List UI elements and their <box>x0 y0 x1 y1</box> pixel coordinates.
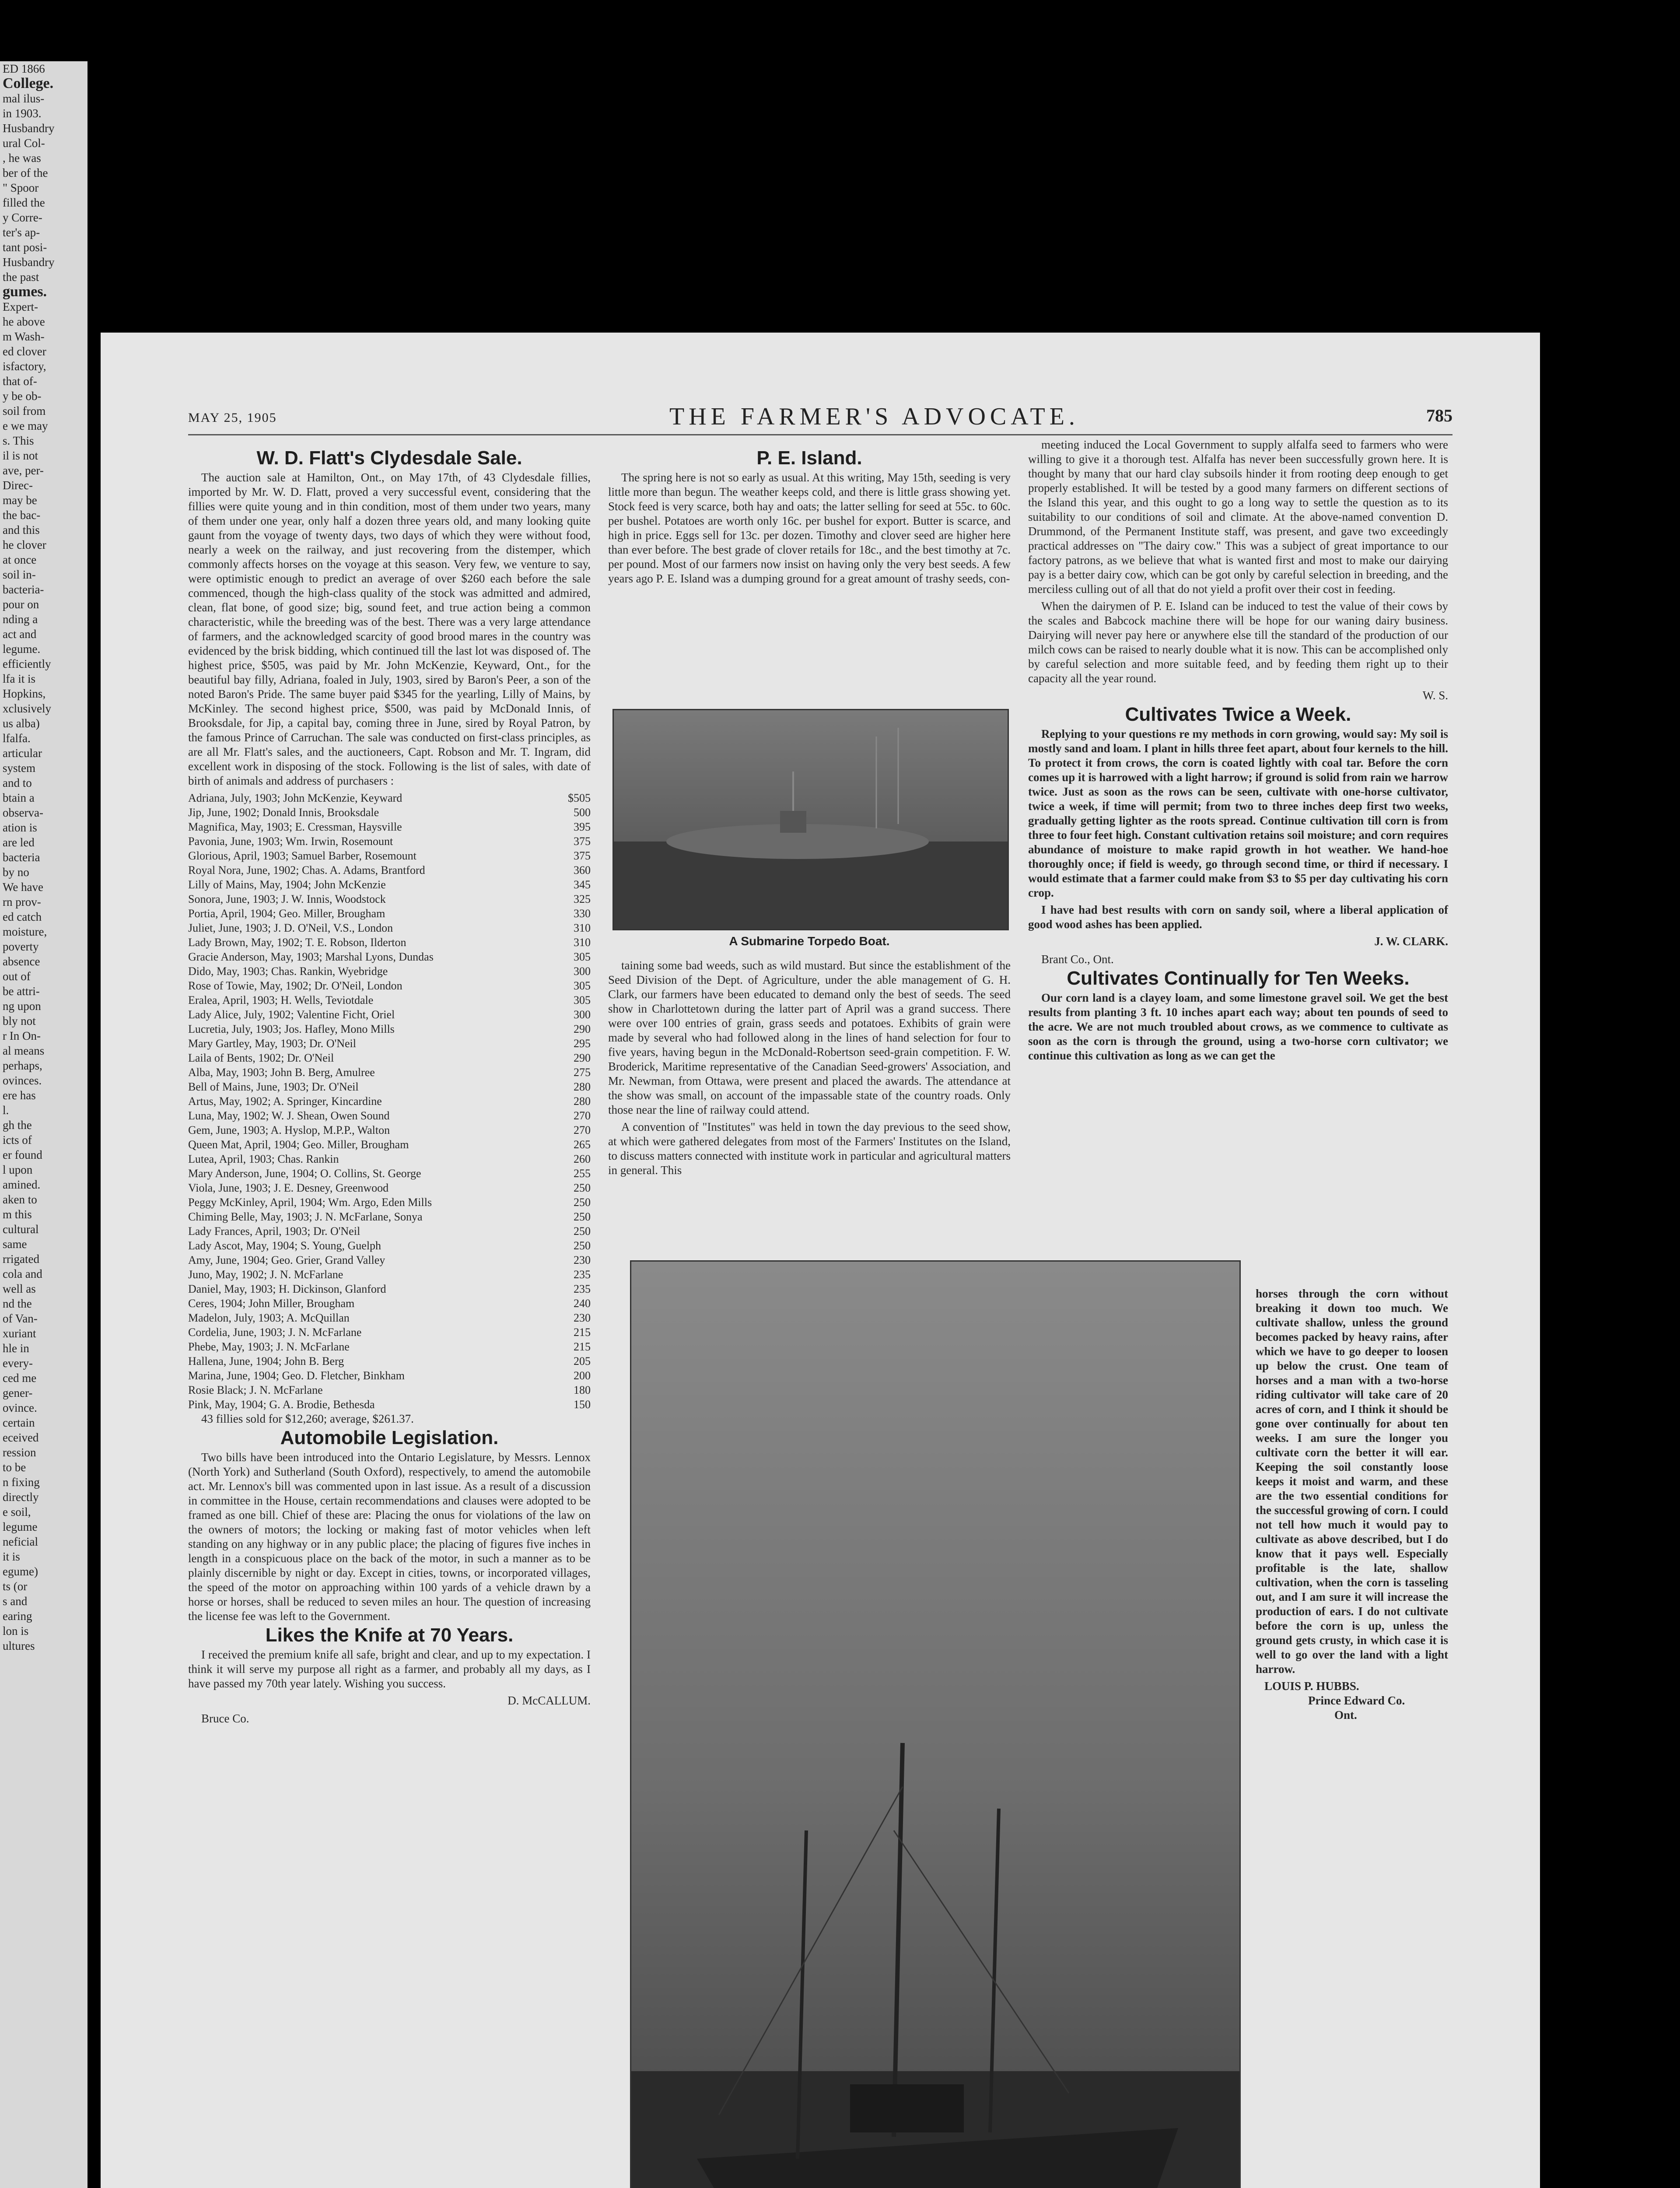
sale-price: 275 <box>574 1066 591 1079</box>
article-body: A convention of "Institutes" was held in town the day previous to the seed show, at which were gathered delegates from most of the Farmers' Institutes on the Island, to discuss matters connected with institute work in particular and agricultural matters in general. This <box>608 1120 1011 1177</box>
sale-price: 250 <box>574 1225 591 1238</box>
strip-line: s. This <box>3 434 34 447</box>
sale-price: 290 <box>574 1023 591 1035</box>
strip-line: neficial <box>3 1535 38 1548</box>
strip-line: ave, per- <box>3 464 44 477</box>
sale-row <box>188 849 591 863</box>
sale-entry: Mary Gartley, May, 1903; Dr. O'Neil <box>188 1037 357 1050</box>
sales-list <box>188 791 591 1412</box>
strip-line: e we may <box>3 419 48 432</box>
sale-entry: Eralea, April, 1903; H. Wells, Teviotdale <box>188 994 374 1006</box>
sale-row <box>188 1051 591 1065</box>
column-1 <box>188 446 591 1726</box>
strip-line: cultural <box>3 1223 39 1236</box>
strip-line: gumes. <box>3 284 47 300</box>
sale-row <box>188 1036 591 1051</box>
strip-line: lfa it is <box>3 672 35 685</box>
sale-row <box>188 1311 591 1325</box>
strip-line: hle in <box>3 1342 29 1355</box>
sale-row <box>188 1238 591 1253</box>
strip-line: icts of <box>3 1133 32 1147</box>
strip-line: xuriant <box>3 1327 36 1340</box>
strip-line: nd the <box>3 1297 32 1310</box>
sale-row <box>188 993 591 1007</box>
sale-price: 270 <box>574 1109 591 1122</box>
strip-line: m this <box>3 1208 32 1221</box>
strip-line: are led <box>3 836 35 849</box>
strip-line: mal ilus- <box>3 92 45 105</box>
header-rule <box>188 434 1452 435</box>
sale-entry: Marina, June, 1904; Geo. D. Fletcher, Binkham <box>188 1369 405 1382</box>
strip-line: poverty <box>3 940 39 953</box>
strip-line: gener- <box>3 1386 33 1399</box>
sale-row <box>188 791 591 805</box>
sale-row <box>188 1137 591 1152</box>
page-header <box>188 403 1452 429</box>
strip-line: soil from <box>3 404 46 417</box>
strip-line: gh the <box>3 1119 32 1132</box>
article-body: When the dairymen of P. E. Island can be induced to test the value of their cows by the scales and Babcock machine there will be hope for our waning dairy business. Dairying will never pay here or anywhere else till the standard of the production of our milch cows can be raised to nearly double what it is now. This can be accomplished only by careful selection and more suitable feed, and by feeding them right up to their capacity all the year round. <box>1028 600 1448 685</box>
sale-row <box>188 1195 591 1210</box>
sale-row <box>188 1397 591 1412</box>
strip-line: directly <box>3 1490 39 1504</box>
sale-row <box>188 1007 591 1022</box>
sale-price: 250 <box>574 1196 591 1209</box>
strip-line: il is not <box>3 449 38 462</box>
strip-line: pour on <box>3 598 39 611</box>
article-body: meeting induced the Local Government to supply alfalfa seed to farmers who were willing to give it a thorough test. Alfalfa has never been successfully grown here. It is thought by many that our hard clay subsoils hinder it from rooting deep enough to get properly established. It will be tested by a good many farmers on different sections of the Island this year, and this ought to go a long way to settle the question as to its suitability to our conditions of soil and climate. At the above-named convention D. Drummond, of the Permanent Institute staff, was present, and gave two exceedingly practical addresses on "The dairy cow." This was a subject of great importance to our factory patrons, as we believe that what is wanted first and most to make our dairying pay is a better dairy cow, which can be got only by careful selection in breeding, and the merciless culling out of all that do not yield a profit over their cost in feeding. <box>1028 438 1448 596</box>
strip-line: of Van- <box>3 1312 38 1325</box>
issue-date: MAY 25, 1905 <box>188 410 277 425</box>
strip-line: certain <box>3 1416 35 1429</box>
column-2 <box>608 446 1011 589</box>
sale-price: 280 <box>574 1095 591 1108</box>
strip-line: aken to <box>3 1193 37 1206</box>
sale-entry: Lutea, April, 1903; Chas. Rankin <box>188 1153 339 1165</box>
sale-entry: Peggy McKinley, April, 1904; Wm. Argo, Eden Mills <box>188 1196 432 1209</box>
sale-price: 300 <box>574 965 591 978</box>
strip-line: system <box>3 761 36 775</box>
sale-row <box>188 1282 591 1296</box>
sale-entry: Rosie Black; J. N. McFarlane <box>188 1384 323 1396</box>
sale-row <box>188 1166 591 1181</box>
strip-line: the past <box>3 270 39 284</box>
sale-row <box>188 1152 591 1166</box>
sale-entry: Laila of Bents, 1902; Dr. O'Neil <box>188 1052 334 1064</box>
strip-line: e soil, <box>3 1505 31 1518</box>
location: Brant Co., Ont. <box>1041 953 1114 966</box>
strip-line: amined. <box>3 1178 41 1191</box>
sale-price: 250 <box>574 1182 591 1194</box>
strip-line: lon is <box>3 1624 29 1637</box>
strip-line: moisture, <box>3 925 47 938</box>
sale-entry: Mary Anderson, June, 1904; O. Collins, St. George <box>188 1167 421 1180</box>
sale-row <box>188 1210 591 1224</box>
sale-entry: Juno, May, 1902; J. N. McFarlane <box>188 1268 343 1281</box>
strip-line: ced me <box>3 1371 37 1385</box>
article-title-knife: Likes the Knife at 70 Years. <box>265 1624 514 1646</box>
article-body: I have had best results with corn on sandy soil, where a liberal application of good wood ashes has been applied. <box>1028 903 1448 931</box>
sale-price: 260 <box>574 1153 591 1165</box>
sale-entry: Jip, June, 1902; Donald Innis, Brooksdale <box>188 806 379 819</box>
sale-row <box>188 863 591 877</box>
strip-line: filled the <box>3 196 45 209</box>
sale-entry: Chiming Belle, May, 1903; J. N. McFarlane, Sonya <box>188 1210 423 1223</box>
strip-line: absence <box>3 955 40 968</box>
strip-line: egume) <box>3 1565 38 1578</box>
strip-line: cola and <box>3 1267 42 1280</box>
sale-row <box>188 1181 591 1195</box>
strip-line: tant posi- <box>3 241 47 254</box>
sale-price: 215 <box>574 1326 591 1339</box>
sale-entry: Luna, May, 1902; W. J. Shean, Owen Sound <box>188 1109 390 1122</box>
strip-line: ber of the <box>3 166 48 179</box>
strip-line: rn prov- <box>3 895 41 908</box>
sales-total: 43 fillies sold for $12,260; average, $261.37. <box>201 1412 414 1425</box>
sale-row <box>188 834 591 849</box>
sale-price: 235 <box>574 1283 591 1295</box>
strip-line: articular <box>3 747 42 760</box>
sale-entry: Amy, June, 1904; Geo. Grier, Grand Valley <box>188 1254 385 1266</box>
strip-line: Husbandry <box>3 256 55 269</box>
strip-line: bacteria <box>3 851 40 864</box>
strip-line: out of <box>3 970 31 983</box>
column-3 <box>1028 438 1448 1066</box>
strip-line: ovinces. <box>3 1074 42 1087</box>
strip-line: ation is <box>3 821 37 834</box>
strip-line: may be <box>3 494 37 507</box>
sale-row <box>188 1325 591 1339</box>
sale-entry: Pavonia, June, 1903; Wm. Irwin, Rosemount <box>188 835 393 848</box>
strip-line: ere has <box>3 1089 36 1102</box>
article-body: taining some bad weeds, such as wild mustard. But since the establishment of the Seed Division of the Dept. of Agriculture, under the able management of G. H. Clark, our farmers have been educated to demand only the best of seeds. The seed show in Charlottetown during the latter part of April was a grand success. There were over 100 entries of grain, grass seeds and potatoes. Exhibits of grain were made by several who had followed along in the lines of hand selection for four to five years, having begun in the McDonald-Robertson seed-grain competition. F. W. Broderick, Maritime representative of the Canadian Seed-growers' Association, and Mr. Newman, from Ottawa, were present and placed the awards. The attendance at the show was small, on account of the impassable state of the country roads. Only those near the line of railway could attend. <box>608 959 1011 1116</box>
sale-row <box>188 1267 591 1282</box>
strip-line: s and <box>3 1595 28 1608</box>
photo-caption: A Submarine Torpedo Boat. <box>729 934 890 948</box>
article-body: Our corn land is a clayey loam, and some limestone gravel soil. We get the best results from planting 3 ft. 10 inches apart each way; about ten pounds of seed to the acre. We are not much troubled about crows, as we commence to cultivate as soon as the corn is through the ground, using a two-horse corn cultivator; we continue this cultivation as long as we can get the <box>1028 991 1448 1062</box>
strip-line: same <box>3 1238 27 1251</box>
sale-row <box>188 1296 591 1311</box>
strip-line: m Wash- <box>3 330 45 343</box>
strip-line: ts (or <box>3 1580 28 1593</box>
strip-line: efficiently <box>3 657 51 670</box>
sale-row <box>188 877 591 892</box>
strip-line: " Spoor <box>3 181 39 194</box>
sale-entry: Glorious, April, 1903; Samuel Barber, Rosemount <box>188 849 416 862</box>
sale-price: 270 <box>574 1124 591 1136</box>
sale-price: 310 <box>574 922 591 934</box>
sale-entry: Juliet, June, 1903; J. D. O'Neil, V.S., London <box>188 922 393 934</box>
sale-price: 305 <box>574 950 591 963</box>
strip-line: to be <box>3 1461 26 1474</box>
sale-row <box>188 935 591 950</box>
sale-price: 305 <box>574 994 591 1006</box>
strip-line: l. <box>3 1104 9 1117</box>
sale-row <box>188 1383 591 1397</box>
strip-line: lfalfa. <box>3 732 31 745</box>
location: Ont. <box>1334 1708 1357 1722</box>
sale-row <box>188 906 591 921</box>
sale-price: 395 <box>574 820 591 833</box>
sale-row <box>188 950 591 964</box>
strip-line: btain a <box>3 791 35 804</box>
sale-row <box>188 1368 591 1383</box>
sale-row <box>188 892 591 906</box>
sale-row <box>188 964 591 978</box>
article-title-pei: P. E. Island. <box>756 447 862 469</box>
strip-line: legume <box>3 1520 38 1533</box>
sale-entry: Lucretia, July, 1903; Jos. Hafley, Mono Mills <box>188 1023 395 1035</box>
masthead-title: THE FARMER'S ADVOCATE. <box>669 403 1079 430</box>
strip-line: ng upon <box>3 999 41 1013</box>
sale-row <box>188 1094 591 1108</box>
strip-line: soil in- <box>3 568 36 581</box>
article-body: I received the premium knife all safe, bright and clear, and up to my expectation. I think it will serve my purpose all right as a farmer, and probably all my days, as I have passed my 70th year lately. Wishing you success. <box>188 1648 591 1690</box>
strip-line: , he was <box>3 151 41 165</box>
page-number: 785 <box>1426 406 1452 425</box>
sale-price: 150 <box>574 1398 591 1411</box>
strip-line: College. <box>3 75 54 91</box>
strip-line: the bac- <box>3 508 41 522</box>
sale-entry: Gem, June, 1903; A. Hyslop, M.P.P., Walton <box>188 1124 390 1136</box>
sale-entry: Royal Nora, June, 1902; Chas. A. Adams, Brantford <box>188 864 425 877</box>
column-2-continued <box>608 958 1011 1180</box>
strip-line: ED 1866 <box>3 62 45 75</box>
strip-line: ed clover <box>3 345 46 358</box>
strip-line: at once <box>3 553 37 566</box>
strip-line: bacteria- <box>3 583 44 596</box>
sale-row <box>188 1253 591 1267</box>
strip-line: be attri- <box>3 985 40 998</box>
newspaper-page <box>101 333 1540 2188</box>
strip-line: Husbandry <box>3 122 55 135</box>
strip-line: bly not <box>3 1014 36 1027</box>
sale-price: 230 <box>574 1311 591 1324</box>
strip-line: r In On- <box>3 1029 41 1042</box>
strip-line: We have <box>3 880 44 894</box>
sale-entry: Rose of Towie, May, 1902; Dr. O'Neil, London <box>188 979 402 992</box>
sale-price: 250 <box>574 1210 591 1223</box>
article-title-automobile: Automobile Legislation. <box>280 1427 499 1448</box>
sale-row <box>188 1339 591 1354</box>
sale-row <box>188 805 591 820</box>
submarine-torpedo-boat-photo <box>612 709 1009 930</box>
sale-entry: Magnifica, May, 1903; E. Cressman, Haysville <box>188 820 402 833</box>
strip-line: ultures <box>3 1639 35 1652</box>
location: Prince Edward Co. <box>1308 1694 1405 1707</box>
sale-entry: Viola, June, 1903; J. E. Desney, Greenwood <box>188 1182 389 1194</box>
sale-entry: Portia, April, 1904; Geo. Miller, Brougham <box>188 907 385 920</box>
sale-row <box>188 978 591 993</box>
strip-line: us alba) <box>3 717 40 730</box>
sale-price: 330 <box>574 907 591 920</box>
adjacent-page-strip <box>0 61 88 2188</box>
sale-row <box>188 1022 591 1036</box>
article-body: The auction sale at Hamilton, Ont., on May 17th, of 43 Clydesdale fillies, imported by Mr. W. D. Flatt, proved a very successful event, considering that the fillies were quite young and in thin condition, most of them under two years, many of them under one year, only half a dozen three years old, and many looking quite gaunt from the voyage of twenty days, two days of which they were without food, nearly a week on the railway, and just recovering from the distemper, which commonly affects horses on the voyage at this season. Very few, we venture to say, were optimistic enough to predict an average of over $260 each before the sale commenced, though the high-class quality of the stock was admitted and admired, clean, flat bone, of good size; big, sound feet, and true action being a common characteristic, while the breeding was of the best. There was a very large attendance of farmers, and the acknowledged scarcity of good brood mares in the country was evidenced by the brisk bidding, which continued till the last lot was disposed of. The highest price, $505, was paid by Mr. John McKenzie, Keyward, Ont., for the beautiful bay filly, Adriana, foaled in July, 1903, sired by Baron's Peer, a son of the noted Baron's Pride. The same buyer paid $345 for the yearling, Lilly of Mains, by McKinley. The second highest price, $500, was paid by McDonald Innis, of Brooksdale, for Jip, a capital bay, coming three in June, sired by Royal Patron, by the famous Prince of Carruchan. The sale was conducted on first-class principles, as are all Mr. Flatt's sales, and the auctioneers, Capt. Robson and Mr. T. Ingram, did excellent work in disposing of the stock. Following is the list of sales, with date of birth of animals and address of purchasers : <box>188 471 591 787</box>
sale-price: 375 <box>574 835 591 848</box>
sale-entry: Queen Mat, April, 1904; Geo. Miller, Brougham <box>188 1138 409 1151</box>
sale-entry: Lady Frances, April, 1903; Dr. O'Neil <box>188 1225 360 1238</box>
sale-price: 295 <box>574 1037 591 1050</box>
signature: D. McCALLUM. <box>508 1694 591 1707</box>
sale-entry: Dido, May, 1903; Chas. Rankin, Wyebridge <box>188 965 388 978</box>
location: Bruce Co. <box>201 1712 249 1725</box>
sale-entry: Gracie Anderson, May, 1903; Marshal Lyons, Dundas <box>188 950 434 963</box>
strip-line: eceived <box>3 1431 39 1444</box>
sale-price: 325 <box>574 893 591 905</box>
strip-line: ression <box>3 1446 36 1459</box>
signature: LOUIS P. HUBBS. <box>1264 1680 1359 1693</box>
strip-line: nding a <box>3 613 38 626</box>
sale-entry: Hallena, June, 1904; John B. Berg <box>188 1355 344 1368</box>
sale-price: 305 <box>574 979 591 992</box>
strip-line: he above <box>3 315 45 328</box>
sale-entry: Sonora, June, 1903; J. W. Innis, Woodstock <box>188 893 386 905</box>
strip-line: Hopkins, <box>3 687 46 700</box>
strip-line: earing <box>3 1609 32 1623</box>
sale-row <box>188 820 591 834</box>
strip-line: perhaps, <box>3 1059 42 1072</box>
strip-line: rrigated <box>3 1252 39 1266</box>
sale-price: 265 <box>574 1138 591 1151</box>
strip-line: ter's ap- <box>3 226 40 239</box>
sale-price: 230 <box>574 1254 591 1266</box>
sale-price: 240 <box>574 1297 591 1310</box>
strip-line: he clover <box>3 538 46 551</box>
sale-price: 180 <box>574 1384 591 1396</box>
article-title-twice-a-week: Cultivates Twice a Week. <box>1125 704 1351 725</box>
article-body: Replying to your questions re my methods in corn growing, would say: My soil is mostly sand and loam. I plant in hills three feet apart, about four kernels to the hill. To protect it from crows, the corn is coated lightly with coal tar. Before the corn comes up it is harrowed with a light harrow; if ground is solid from rain we harrow twice. Just as soon as the rows can be seen, cultivate with one-horse cultivator, twice a week, if time will permit; from two to three inches deep first two weeks, gradually getting lighter as the roots spread. Continue cultivation till corn is from three to four feet high. Constant cultivation retains soil moisture; and corn requires abundance of moisture to make rapid growth in hot weather. We hand-hoe thoroughly once; if field is weedy, go through second time, or third if necessary. I would estimate that a farmer could make from $3 to $5 per day cultivating his corn crop. <box>1028 727 1448 899</box>
strip-line: by no <box>3 866 29 879</box>
sale-entry: Bell of Mains, June, 1903; Dr. O'Neil <box>188 1080 359 1093</box>
sale-row <box>188 921 591 935</box>
sale-row <box>188 1065 591 1080</box>
sale-entry: Lady Brown, May, 1902; T. E. Robson, Ilderton <box>188 936 406 949</box>
sale-price: 280 <box>574 1080 591 1093</box>
strip-line: that of- <box>3 375 37 388</box>
strip-line: every- <box>3 1357 33 1370</box>
strip-line: xclusively <box>3 702 51 715</box>
strip-line: observa- <box>3 806 43 819</box>
column-3-narrow <box>1256 1287 1448 1722</box>
article-body: Two bills have been introduced into the Ontario Legislature, by Messrs. Lennox (North York) and Sutherland (South Oxford), respectively, to amend the automobile act. Mr. Lennox's bill was commented upon in last issue. As a result of a discussion in committee in the House, certain recommendations and clauses were adopted to be framed as one bill. Chief of these are: Placing the onus for violations of the law on the owners of motors; the locking or making fast of motor vehicles when left standing on any highway or in any public place; the placing of figures five inches in length in a conspicuous place on the back of the motor, in such a manner as to be plainly discernible by night or day. Except in cities, towns, or incorporated villages, the speed of the motor on approaching within 100 yards of a vehicle drawn by a horse or horses, shall be reduced to seven miles an hour. The question of increasing the license fee was left to the Government. <box>188 1451 591 1623</box>
strip-line: y Corre- <box>3 211 42 224</box>
sale-price: 215 <box>574 1340 591 1353</box>
sale-entry: Madelon, July, 1903; A. McQuillan <box>188 1311 350 1324</box>
strip-line: act and <box>3 628 37 641</box>
sale-price: 360 <box>574 864 591 877</box>
strip-line: and to <box>3 776 32 789</box>
sale-price: 200 <box>574 1369 591 1382</box>
sale-entry: Lady Ascot, May, 1904; S. Young, Guelph <box>188 1239 382 1252</box>
article-title-ten-weeks: Cultivates Continually for Ten Weeks. <box>1067 968 1410 989</box>
sale-price: 345 <box>574 878 591 891</box>
sale-entry: Adriana, July, 1903; John McKenzie, Keyward <box>188 792 402 804</box>
sale-price: $505 <box>568 792 591 804</box>
sale-entry: Daniel, May, 1903; H. Dickinson, Glanford <box>188 1283 386 1295</box>
sale-price: 500 <box>574 806 591 819</box>
sale-row <box>188 1224 591 1238</box>
strip-line: and this <box>3 523 40 536</box>
sale-row <box>188 1354 591 1368</box>
strip-line: ed catch <box>3 910 42 923</box>
strip-line: in 1903. <box>3 107 42 120</box>
sale-entry: Phebe, May, 1903; J. N. McFarlane <box>188 1340 350 1353</box>
strip-line: Direc- <box>3 479 33 492</box>
article-title-clydesdale: W. D. Flatt's Clydesdale Sale. <box>256 447 522 469</box>
sale-price: 290 <box>574 1052 591 1064</box>
article-body: horses through the corn without breaking it down too much. We cultivate shallow, unless the ground becomes packed by heavy rains, after which we have to go deeper to loosen up below the crust. One team of horses and a man with a two-horse riding cultivator will take care of 20 acres of corn, and I think it should be gone over continually for about ten weeks. I am sure the longer you cultivate corn the better it will ear. Keeping the soil constantly loose keeps it moist and warm, and these are the two essential conditions for the successful growing of corn. I could not tell how much it would pay to cultivate as above described, but I do know that it pays well. Especially profitable is the late, shallow cultivation, when the corn is tasseling out, and I am sure it will increase the production of ears. I do not cultivate before the corn is up, unless the ground gets crusty, in which case it is well to go over the land with a light harrow. <box>1256 1287 1448 1676</box>
sale-entry: Ceres, 1904; John Miller, Brougham <box>188 1297 355 1310</box>
sale-price: 300 <box>574 1008 591 1021</box>
sale-price: 375 <box>574 849 591 862</box>
sale-price: 205 <box>574 1355 591 1368</box>
sale-entry: Pink, May, 1904; G. A. Brodie, Bethesda <box>188 1398 375 1411</box>
sale-entry: Lilly of Mains, May, 1904; John McKenzie <box>188 878 386 891</box>
signature: J. W. CLARK. <box>1374 935 1448 948</box>
sale-entry: Cordelia, June, 1903; J. N. McFarlane <box>188 1326 362 1339</box>
sale-row <box>188 1080 591 1094</box>
sale-row <box>188 1123 591 1137</box>
strip-line: ovince. <box>3 1401 37 1414</box>
strip-line: well as <box>3 1282 36 1295</box>
strip-line: n fixing <box>3 1476 40 1489</box>
torpedo-boat-photo <box>630 1260 1241 2188</box>
sale-entry: Alba, May, 1903; John B. Berg, Amulree <box>188 1066 375 1079</box>
sale-price: 255 <box>574 1167 591 1180</box>
sale-entry: Lady Alice, July, 1902; Valentine Ficht, Oriel <box>188 1008 395 1021</box>
strip-line: al means <box>3 1044 45 1057</box>
sale-price: 235 <box>574 1268 591 1281</box>
strip-line: ural Col- <box>3 137 45 150</box>
strip-line: legume. <box>3 642 41 656</box>
sale-entry: Artus, May, 1902; A. Springer, Kincardine <box>188 1095 382 1108</box>
strip-line: l upon <box>3 1163 33 1176</box>
sale-row <box>188 1108 591 1123</box>
strip-line: isfactory, <box>3 360 46 373</box>
sale-price: 250 <box>574 1239 591 1252</box>
strip-line: er found <box>3 1148 42 1161</box>
strip-line: it is <box>3 1550 20 1563</box>
article-body: The spring here is not so early as usual. At this writing, May 15th, seeding is very little more than begun. The weather keeps cold, and there is little grass showing yet. Stock feed is very scarce, both hay and oats; the latter selling for seed at 55c. to 60c. per bushel. Potatoes are worth only 16c. per bushel for export. Butter is scarce, and high in price. Eggs sell for 13c. per dozen. Timothy and clover seed are higher here than ever before. The best grade of clover retails for 18c., and the best timothy at 7c. per pound. Most of our farmers now insist on having only the very best seeds. A few years ago P. E. Island was a dumping ground for a great amount of trashy seeds, con- <box>608 471 1011 585</box>
strip-line: y be ob- <box>3 389 42 403</box>
sale-price: 310 <box>574 936 591 949</box>
strip-line: Expert- <box>3 300 38 313</box>
signature: W. S. <box>1422 689 1448 702</box>
